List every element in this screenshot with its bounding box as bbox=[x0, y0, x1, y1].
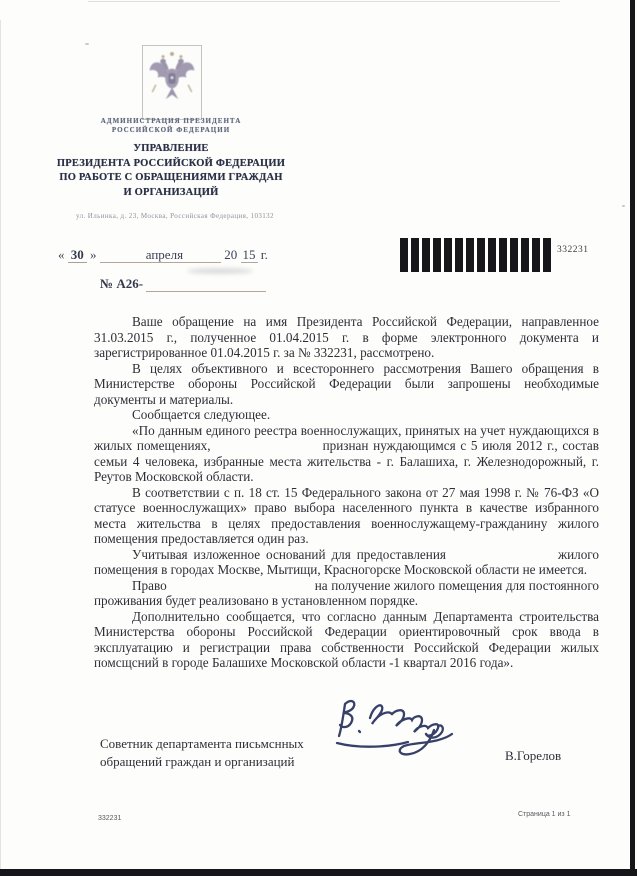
date-day: 30 bbox=[68, 247, 87, 263]
letterhead-department bbox=[36, 142, 306, 200]
handwritten-signature bbox=[328, 690, 473, 767]
scan-speck bbox=[622, 205, 625, 207]
body-paragraph: Сообщается следующее. bbox=[132, 407, 271, 422]
body-paragraph: В соответствии с п. 18 ст. 15 Федерального закона от 27 мая 1998 г. № 76-ФЗ «О статусе военнослужащих» право выбора населенного пункта в качестве избранного места жительства в целях предоставления военнослужащему-гражданину жилого помещения предоставляется один раз. bbox=[94, 484, 599, 546]
body-paragraph: «По данным единого реестра военнослужащих, принятых на учет нуждающихся в жилых помещениях, признан нуждающимся с 5 июля 2012 г., состав семьи 4 человека, избранные места жительства - г. Балашиха, г. Железнодорожный, г. Реутов Московской области. bbox=[94, 422, 599, 484]
dept-line-2: ПРЕЗИДЕНТА РОССИЙСКОЙ ФЕДЕРАЦИИ bbox=[56, 157, 286, 169]
date-month: апреля bbox=[138, 247, 191, 263]
letter-body bbox=[94, 314, 599, 671]
footer-document-number: 332231 bbox=[98, 815, 122, 822]
date-century: 20 bbox=[224, 247, 238, 262]
signer-name: В.Горелов bbox=[505, 748, 562, 763]
signer-position-line-1: Советник департамента письмснных bbox=[100, 736, 304, 751]
barcode bbox=[400, 238, 551, 272]
signer-position bbox=[100, 735, 330, 770]
scan-speck bbox=[85, 43, 89, 45]
scan-edge-top bbox=[88, 1, 560, 2]
registration-number: № А26- bbox=[100, 276, 144, 291]
body-paragraph: Право на получение жилого помещения для постоянного проживания будет реализовано в установленном порядке. bbox=[94, 577, 599, 608]
body-paragraph: В целях объективного и всестороннего рассмотрения Вашего обращения в Министерстве обороны Российской Федерации были запрошены необходимые документы и материалы. bbox=[94, 360, 599, 407]
signature-ink-icon bbox=[328, 690, 473, 762]
scan-edge-right bbox=[630, 0, 635, 876]
letterhead-org-name bbox=[46, 117, 296, 135]
signer-position-line-2: обращений граждан и организаций bbox=[100, 753, 295, 769]
date-suffix: г. bbox=[260, 247, 268, 262]
scan-edge-left bbox=[0, 20, 1, 876]
redacted-blank bbox=[446, 558, 558, 559]
dept-line-4: И ОРГАНИЗАЦИЙ bbox=[123, 186, 219, 198]
redacted-blank bbox=[167, 589, 315, 590]
quote-close: » bbox=[90, 247, 97, 262]
quote-open: « bbox=[58, 247, 65, 262]
blank-line bbox=[146, 278, 266, 292]
org-line-2: РОССИЙСКОЙ ФЕДЕРАЦИИ bbox=[111, 126, 231, 134]
org-line-1: АДМИНИСТРАЦИЯ ПРЕЗИДЕНТА bbox=[100, 117, 242, 125]
redacted-blank bbox=[211, 449, 323, 450]
barcode-number: 332231 bbox=[557, 245, 589, 255]
russian-coat-of-arms-icon bbox=[145, 49, 199, 117]
date-line bbox=[58, 247, 268, 263]
dept-line-3: ПО РАБОТЕ С ОБРАЩЕНИЯМИ ГРАЖДАН bbox=[59, 172, 283, 183]
coat-of-arms-box bbox=[142, 45, 202, 120]
scan-edge-bottom bbox=[0, 869, 637, 876]
date-year: 15 bbox=[242, 247, 256, 262]
footer-page-indicator: Страница 1 из 1 bbox=[518, 811, 571, 818]
body-paragraph: Дополнительно сообщается, что согласно данным Департамента строительства Министерства обороны Российской Федерации ориентировочный срок ввода в эксплуатацию и регистрации права собственности Российской Федерации жилых помсщсний в городе Балашихе Московской области -1 квартал 2016 года». bbox=[94, 608, 599, 670]
body-paragraph: Учитывая изложенное оснований для предоставления жилого помещения в городах Москве, Мытищи, Красногорске Московской области не имеется. bbox=[94, 546, 599, 577]
registration-number-line bbox=[100, 276, 266, 292]
letterhead-address: ул. Ильинка, д. 23, Москва, Российская Федерация, 103132 bbox=[76, 212, 274, 220]
blank-line bbox=[100, 249, 138, 263]
erased-handwriting-smudge bbox=[187, 268, 253, 274]
dept-line-1: УПРАВЛЕНИЕ bbox=[133, 143, 209, 154]
blank-line bbox=[191, 249, 221, 263]
body-paragraph: Ваше обращение на имя Президента Российской Федерации, направленное 31.03.2015 г., полученное 01.04.2015 г. в форме электронного документа и зарегистрированное 01.04.2015 г. за № 332231, рассмотрено. bbox=[94, 314, 599, 360]
